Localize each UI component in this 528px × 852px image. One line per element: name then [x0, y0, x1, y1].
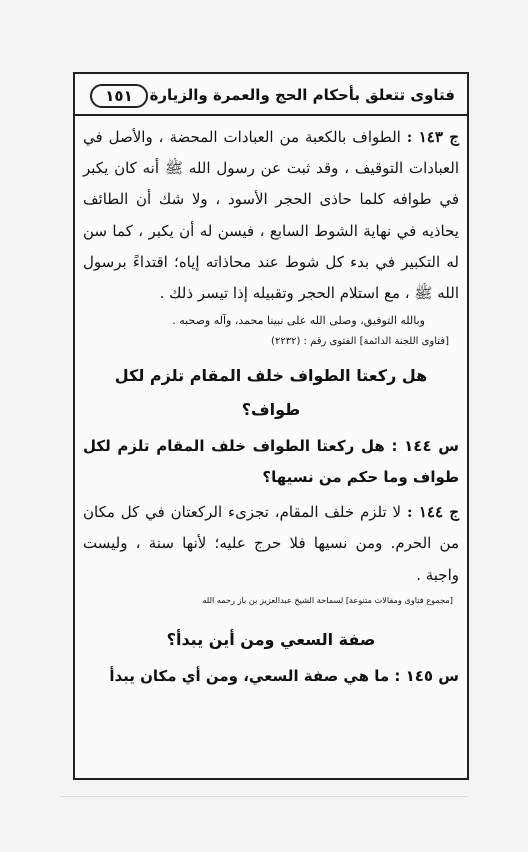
answer-143 [83, 122, 459, 309]
scan-edge-line [60, 796, 468, 797]
answer-144-number: ج ١٤٤ : [406, 503, 459, 522]
answer-143-text: الطواف بالكعبة من العبادات المحضة ، والأصل في العبادات التوقيف ، وقد ثبت عن رسول الله ﷺ أنه كان يكبر في طوافه كلما حاذى الحجر الأسود ، ولا شك أن الطائف يحاذيه في نهاية الشوط السابع ، فيسن له أن يكبر ، كما سن له التكبير في بدء كل شوط عند محاذاته إياه؛ اقتداءً برسول الله ﷺ ، مع استلام الحجر وتقبيله إذا تيسر ذلك . [83, 128, 459, 303]
heading-144: هل ركعتا الطواف خلف المقام تلزم لكل طواف؟ [114, 366, 428, 420]
question-145 [83, 661, 459, 692]
page-content [83, 122, 459, 696]
section-spacer [83, 611, 459, 615]
answer-144 [83, 497, 459, 591]
page-header [75, 74, 467, 116]
closing-prayer: وبالله التوفيق، وصلى الله على نبينا محمد، وآله وصحبه . [172, 314, 425, 328]
page-number-badge: ١٥١ [90, 84, 148, 108]
question-144 [83, 431, 459, 493]
question-144-number: س ١٤٤ : [391, 437, 459, 456]
heading-145: صفة السعي ومن أين يبدأ؟ [166, 629, 376, 649]
question-145-text: ما هي صفة السعي، ومن أي مكان يبدأ [109, 666, 390, 685]
answer-143-number: ج ١٤٣ : [406, 128, 459, 146]
question-145-number: س ١٤٥ : [394, 666, 459, 685]
source-citation-144: [مجموع فتاوى ومقالات متنوعة] لسماحة الشيخ عبدالعزيز بن باز رحمه الله [202, 594, 453, 605]
question-144-text: هل ركعتا الطواف خلف المقام تلزم لكل طواف وما حكم من نسيها؟ [83, 437, 459, 487]
answer-144-text: لا تلزم خلف المقام، تجزىء الركعتان في كل مكان من الحرم. ومن نسيها فلا حرج عليه؛ لأنها سنة ، وليست واجبة . [83, 503, 459, 584]
running-title: فتاوى تتعلق بأحكام الحج والعمرة والزيارة [149, 86, 455, 104]
source-citation-143: [فتاوى اللجنة الدائمة] الفتوى رقم : (٢٢٣٢) [271, 336, 449, 348]
book-page [73, 72, 469, 780]
